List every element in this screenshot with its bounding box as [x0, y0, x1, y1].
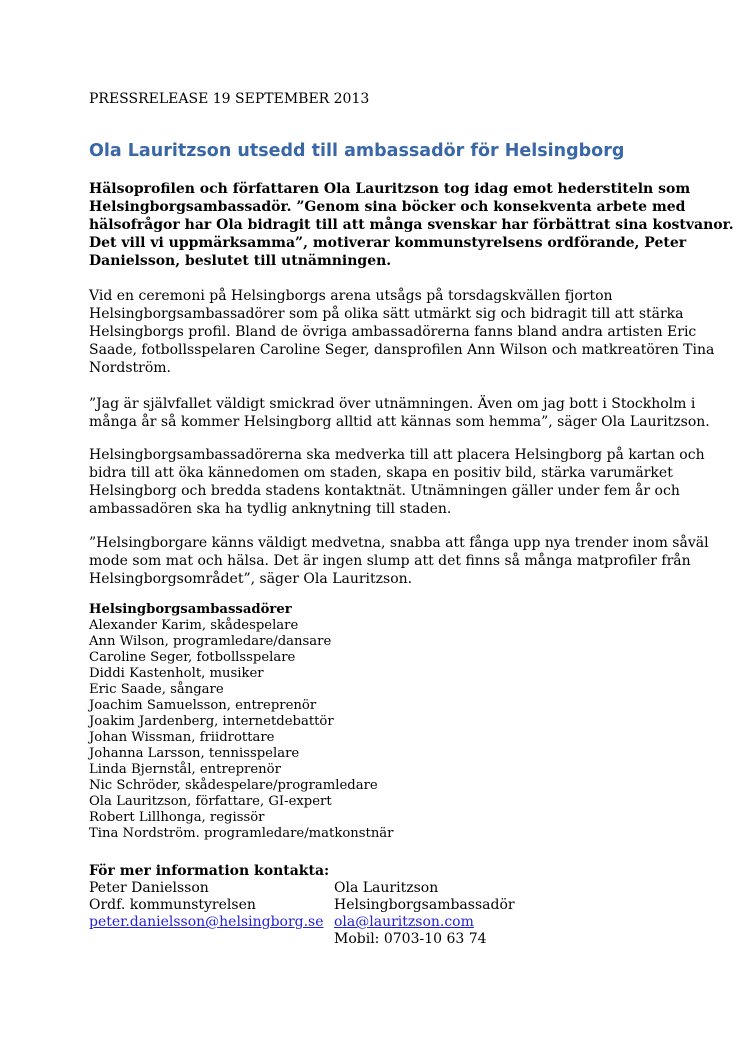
headline: Ola Lauritzson utsedd till ambassadör för Helsingborg [89, 141, 625, 161]
paragraph-line: Saade, fotbollsspelaren Caroline Seger, dansprofilen Ann Wilson och matkreatören Tina [89, 342, 715, 358]
paragraph-quote-1 [89, 395, 710, 431]
contact-title: Helsingborgsambassadör [334, 897, 515, 913]
paragraph-line: ambassadören ska ha tydlig anknytning till staden. [89, 501, 452, 517]
contact-name: Peter Danielsson [89, 880, 209, 896]
list-item: Johan Wissman, friidrottare [89, 730, 275, 745]
contact-name: Ola Lauritzson [334, 880, 439, 896]
lead-line: Det vill vi uppmärksamma”, motiverar kommunstyrelsens ordförande, Peter [89, 235, 687, 251]
paragraph-line: Helsingborgs profil. Bland de övriga ambassadörerna fanns bland andra artisten Eric [89, 324, 697, 340]
contact-email-link[interactable]: peter.danielsson@helsingborg.se [89, 914, 324, 930]
paragraph-mission [89, 446, 705, 518]
paragraph-line: Helsingborg och bredda stadens kontaktnät. Utnämningen gäller under fem år och [89, 483, 680, 499]
list-item: Diddi Kastenholt, musiker [89, 666, 264, 681]
paragraph-line: Vid en ceremoni på Helsingborgs arena utsågs på torsdagskvällen fjorton [89, 288, 613, 304]
dateline: PRESSRELEASE 19 SEPTEMBER 2013 [89, 91, 370, 107]
list-item: Nic Schröder, skådespelare/programledare [89, 778, 378, 793]
list-item: Alexander Karim, skådespelare [89, 618, 299, 633]
paragraph-line: ”Helsingborgare känns väldigt medvetna, snabba att fånga upp nya trender inom såväl [89, 535, 709, 551]
list-item: Johanna Larsson, tennisspelare [89, 746, 300, 761]
paragraph-line: mode som mat och hälsa. Det är ingen slump att det finns så många matprofiler från [89, 553, 691, 569]
paragraph-ceremony [89, 287, 715, 377]
paragraph-line: Helsingborgsambassadörerna ska medverka till att placera Helsingborg på kartan och [89, 447, 705, 463]
lead-paragraph [89, 180, 734, 270]
lead-line: Helsingborgsambassadör. ”Genom sina böcker och konsekventa arbete med [89, 199, 686, 215]
lead-line: Hälsoprofilen och författaren Ola Lauritzson tog idag emot hederstiteln som [89, 181, 691, 197]
paragraph-line: Helsingborgsambassadörer som på olika sätt utmärkt sig och bidragit till att stärka [89, 306, 684, 322]
list-item: Joakim Jardenberg, internetdebattör [89, 714, 334, 729]
paragraph-line: bidra till att öka kännedomen om staden, skapa en positiv bild, stärka varumärket [89, 465, 673, 481]
list-item: Caroline Seger, fotbollsspelare [89, 650, 296, 665]
contact-title: Ordf. kommunstyrelsen [89, 897, 256, 913]
paragraph-line: många år så kommer Helsingborg alltid att kännas som hemma”, säger Ola Lauritzson. [89, 414, 710, 430]
lead-line: Danielsson, beslutet till utnämningen. [89, 253, 392, 269]
paragraph-line: ”Jag är självfallet väldigt smickrad över utnämningen. Även om jag bott i Stockholm i [89, 396, 696, 412]
list-item: Ann Wilson, programledare/dansare [89, 634, 332, 649]
ambassador-list-heading: Helsingborgsambassadörer [89, 602, 292, 617]
contact-right [334, 880, 515, 948]
list-item: Eric Saade, sångare [89, 682, 224, 697]
contact-email-link[interactable]: ola@lauritzson.com [334, 914, 474, 930]
paragraph-line: Nordström. [89, 360, 171, 376]
list-item: Joachim Samuelsson, entreprenör [89, 698, 317, 713]
ambassador-list [89, 602, 393, 842]
contact-heading: För mer information kontakta: [89, 863, 330, 879]
list-item: Linda Bjernstål, entreprenör [89, 762, 281, 777]
list-item: Robert Lillhonga, regissör [89, 810, 265, 825]
lead-line: hälsofrågor har Ola bidragit till att många svenskar har förbättrat sina kostvanor. [89, 217, 734, 233]
contact-phone: Mobil: 0703-10 63 74 [334, 931, 487, 947]
paragraph-line: Helsingborgsområdet”, säger Ola Lauritzson. [89, 571, 413, 587]
contact-left [89, 880, 324, 931]
paragraph-quote-2 [89, 534, 709, 588]
list-item: Tina Nordström. programledare/matkonstnär [89, 826, 394, 841]
list-item: Ola Lauritzson, författare, GI-expert [89, 794, 332, 809]
